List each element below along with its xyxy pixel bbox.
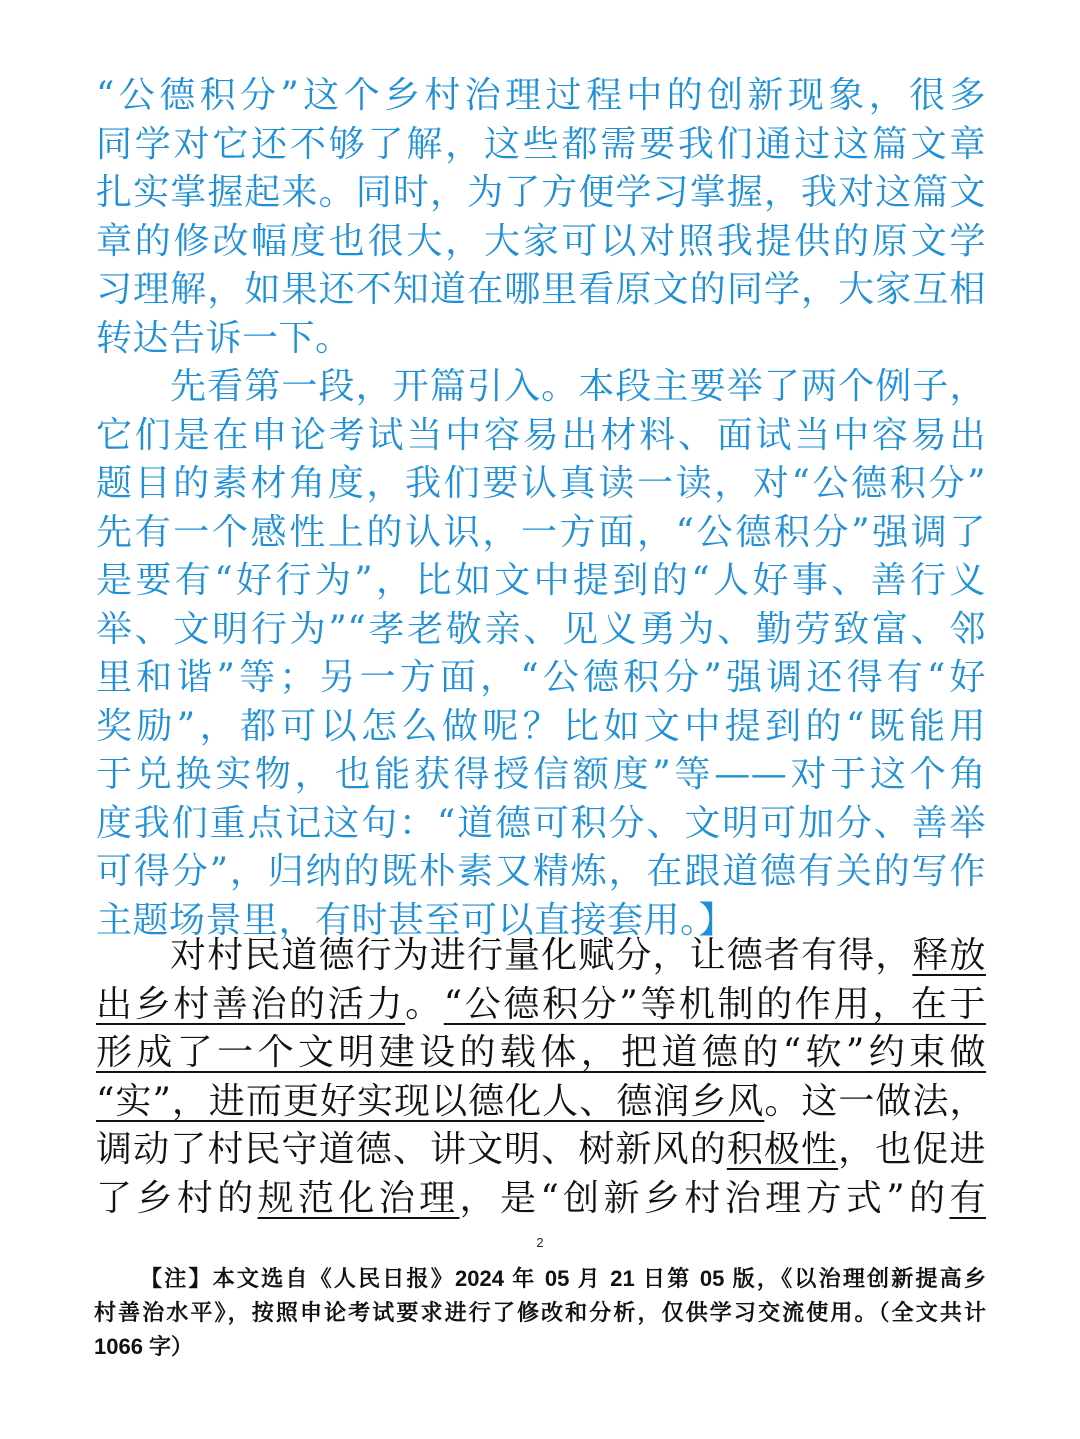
commentary-line: 度我们重点记这句：“道德可积分、文明可加分、善举 bbox=[96, 802, 986, 844]
commentary-line: 是要有“好行为”，比如文中提到的“人好事、善行义 bbox=[96, 560, 986, 601]
commentary-line: 举、文明行为”“孝老敬亲、见义勇为、勤劳致富、邻 bbox=[96, 608, 986, 650]
commentary-line: 于兑换实物，也能获得授信额度”等——对于这个角 bbox=[96, 754, 986, 795]
article-line bbox=[96, 932, 986, 981]
underlined-phrase: 出乡村善治的活力 bbox=[96, 983, 406, 1025]
underlined-phrase: 形成了一个文明建设的载体，把道德的“软”约束做 bbox=[96, 1032, 986, 1073]
underlined-phrase: 规范化治理 bbox=[257, 1177, 460, 1219]
commentary-line: 主题场景里，有时甚至可以直接套用。】 bbox=[96, 899, 736, 941]
article-text-segment: ，是“创新乡村治理方式”的 bbox=[459, 1177, 950, 1219]
article-line bbox=[96, 1126, 986, 1175]
article-text-segment: 调动了村民守道德、讲文明、树新风的 bbox=[96, 1129, 727, 1170]
footnote bbox=[94, 1262, 986, 1364]
footnote-line: 村善治水平》，按照申论考试要求进行了修改和分析，仅供学习交流使用。（全文共计 bbox=[94, 1300, 986, 1325]
commentary-line: 奖励”，都可以怎么做呢？比如文中提到的“既能用 bbox=[96, 705, 986, 747]
commentary-line: 同学对它还不够了解，这些都需要我们通过这篇文章 bbox=[96, 123, 986, 165]
commentary-line: 章的修改幅度也很大，大家可以对照我提供的原文学 bbox=[96, 220, 986, 262]
commentary-line: 转达告诉一下。 bbox=[96, 317, 352, 359]
commentary-line: 习理解，如果还不知道在哪里看原文的同学，大家互相 bbox=[96, 269, 986, 310]
commentary-text bbox=[96, 72, 986, 945]
article-text-segment: 了乡村的 bbox=[96, 1177, 258, 1219]
article-text bbox=[96, 932, 986, 1223]
article-line bbox=[96, 981, 986, 1030]
article-text-segment: 。 bbox=[405, 983, 444, 1025]
commentary-line: 里和谐”等；另一方面，“公德积分”强调还得有“好 bbox=[96, 657, 986, 698]
footnote-line: 1066 字） bbox=[94, 1334, 194, 1359]
commentary-line: “公德积分”这个乡村治理过程中的创新现象，很多 bbox=[96, 75, 986, 116]
commentary-line: 先看第一段，开篇引入。本段主要举了两个例子， bbox=[170, 366, 986, 407]
page-number: 2 bbox=[536, 1235, 544, 1250]
footnote-line: 【注】本文选自《人民日报》2024 年 05 月 21 日第 05 版，《以治理创新提高乡 bbox=[140, 1266, 986, 1291]
article-line bbox=[96, 1175, 986, 1224]
underlined-phrase: 有 bbox=[949, 1177, 986, 1219]
article-text-segment: ，也促进 bbox=[838, 1129, 986, 1170]
commentary-line: 先有一个感性上的认识，一方面，“公德积分”强调了 bbox=[96, 511, 986, 553]
commentary-line: 题目的素材角度，我们要认真读一读，对“公德积分” bbox=[96, 463, 986, 504]
underlined-phrase: 释放 bbox=[912, 935, 986, 976]
commentary-line: 可得分”，归纳的既朴素又精炼，在跟道德有关的写作 bbox=[96, 851, 986, 892]
article-line bbox=[96, 1029, 986, 1078]
underlined-phrase: “实”，进而更好实现以德化人、德润乡风 bbox=[96, 1080, 765, 1122]
commentary-line: 它们是在申论考试当中容易出材料、面试当中容易出 bbox=[96, 414, 986, 456]
article-text-segment: 对村民道德行为进行量化赋分，让德者有得， bbox=[170, 935, 913, 976]
commentary-line: 扎实掌握起来。同时，为了方便学习掌握，我对这篇文 bbox=[96, 172, 986, 213]
underlined-phrase: “公德积分”等机制的作用，在于 bbox=[443, 983, 986, 1025]
underlined-phrase: 积极性 bbox=[726, 1129, 839, 1170]
article-text-segment: 。这一做法， bbox=[764, 1080, 986, 1122]
article-line bbox=[96, 1078, 986, 1127]
